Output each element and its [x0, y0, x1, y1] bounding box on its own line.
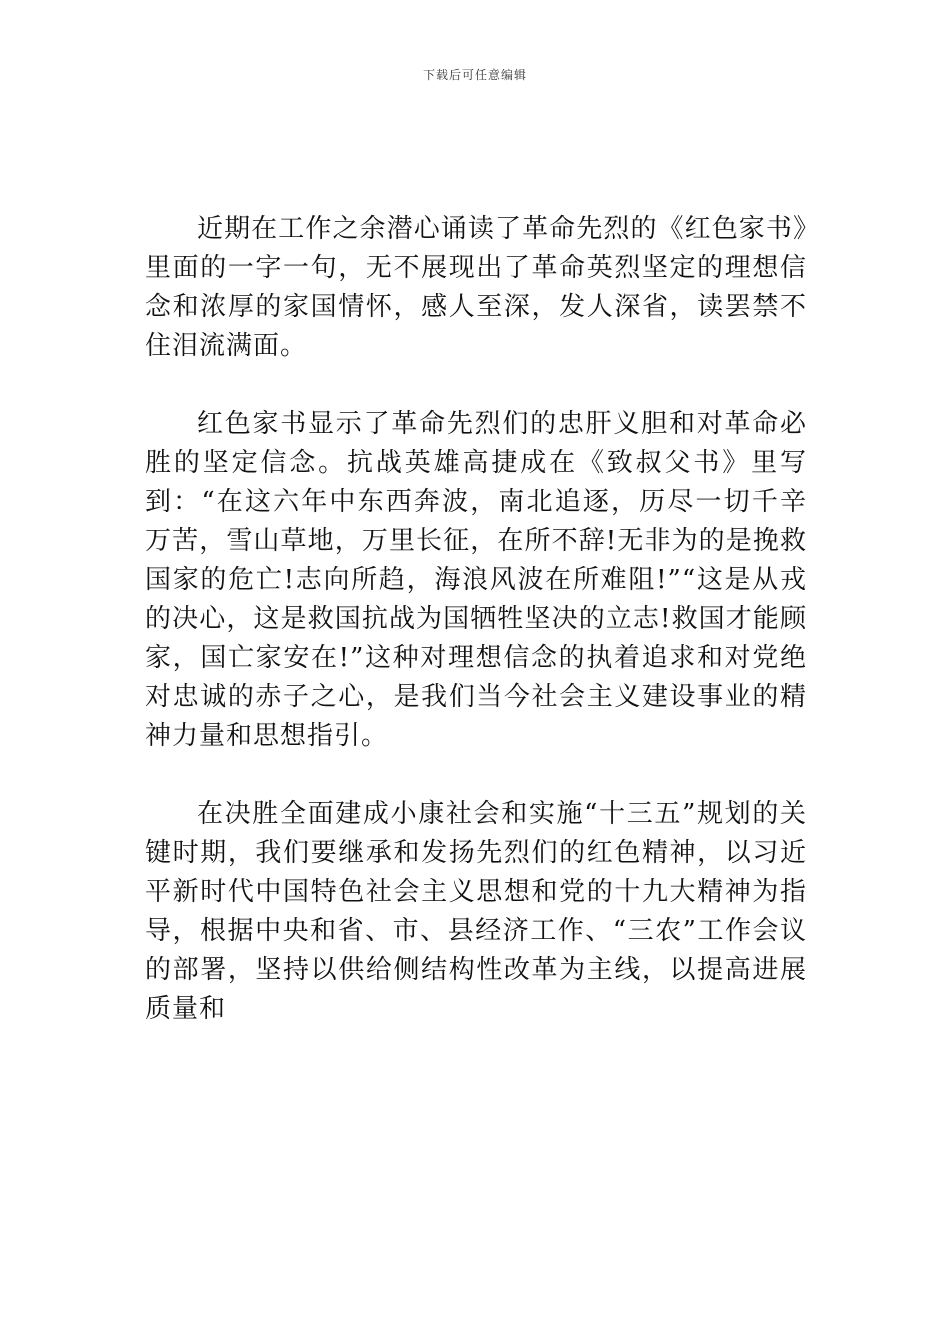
document-body — [145, 210, 807, 1068]
paragraph-3: 在决胜全面建成小康社会和实施“十三五”规划的关键时期，我们要继承和发扬先烈们的红色精神，以习近平新时代中国特色社会主义思想和党的十九大精神为指导，根据中央和省、市、县经济工作、“三农”工作会议的部署，坚持以供给侧结构性改革为主线，以提高进展质量和 — [145, 799, 807, 1024]
paragraph-1: 近期在工作之余潜心诵读了革命先烈的《红色家书》里面的一字一句，无不展现出了革命英烈坚定的理想信念和浓厚的家国情怀，感人至深，发人深省，读罢禁不住泪流满面。 — [145, 214, 807, 361]
paragraph-2: 红色家书显示了革命先烈们的忠肝义胆和对革命必胜的坚定信念。抗战英雄高捷成在《致叔父书》里写到：“在这六年中东西奔波，南北追逐，历尽一切千辛万苦，雪山草地，万里长征，在所不辞!无非为的是挽救国家的危亡!志向所趋，海浪风波在所难阻!”“这是从戎的决心，这是救国抗战为国牺牲坚决的立志!救国才能顾家，国亡家安在!”这种对理想信念的执着追求和对党绝对忠诚的赤子之心，是我们当今社会主义建设事业的精神力量和思想指引。 — [145, 409, 807, 751]
page-header-note: 下载后可任意编辑 — [422, 68, 527, 82]
